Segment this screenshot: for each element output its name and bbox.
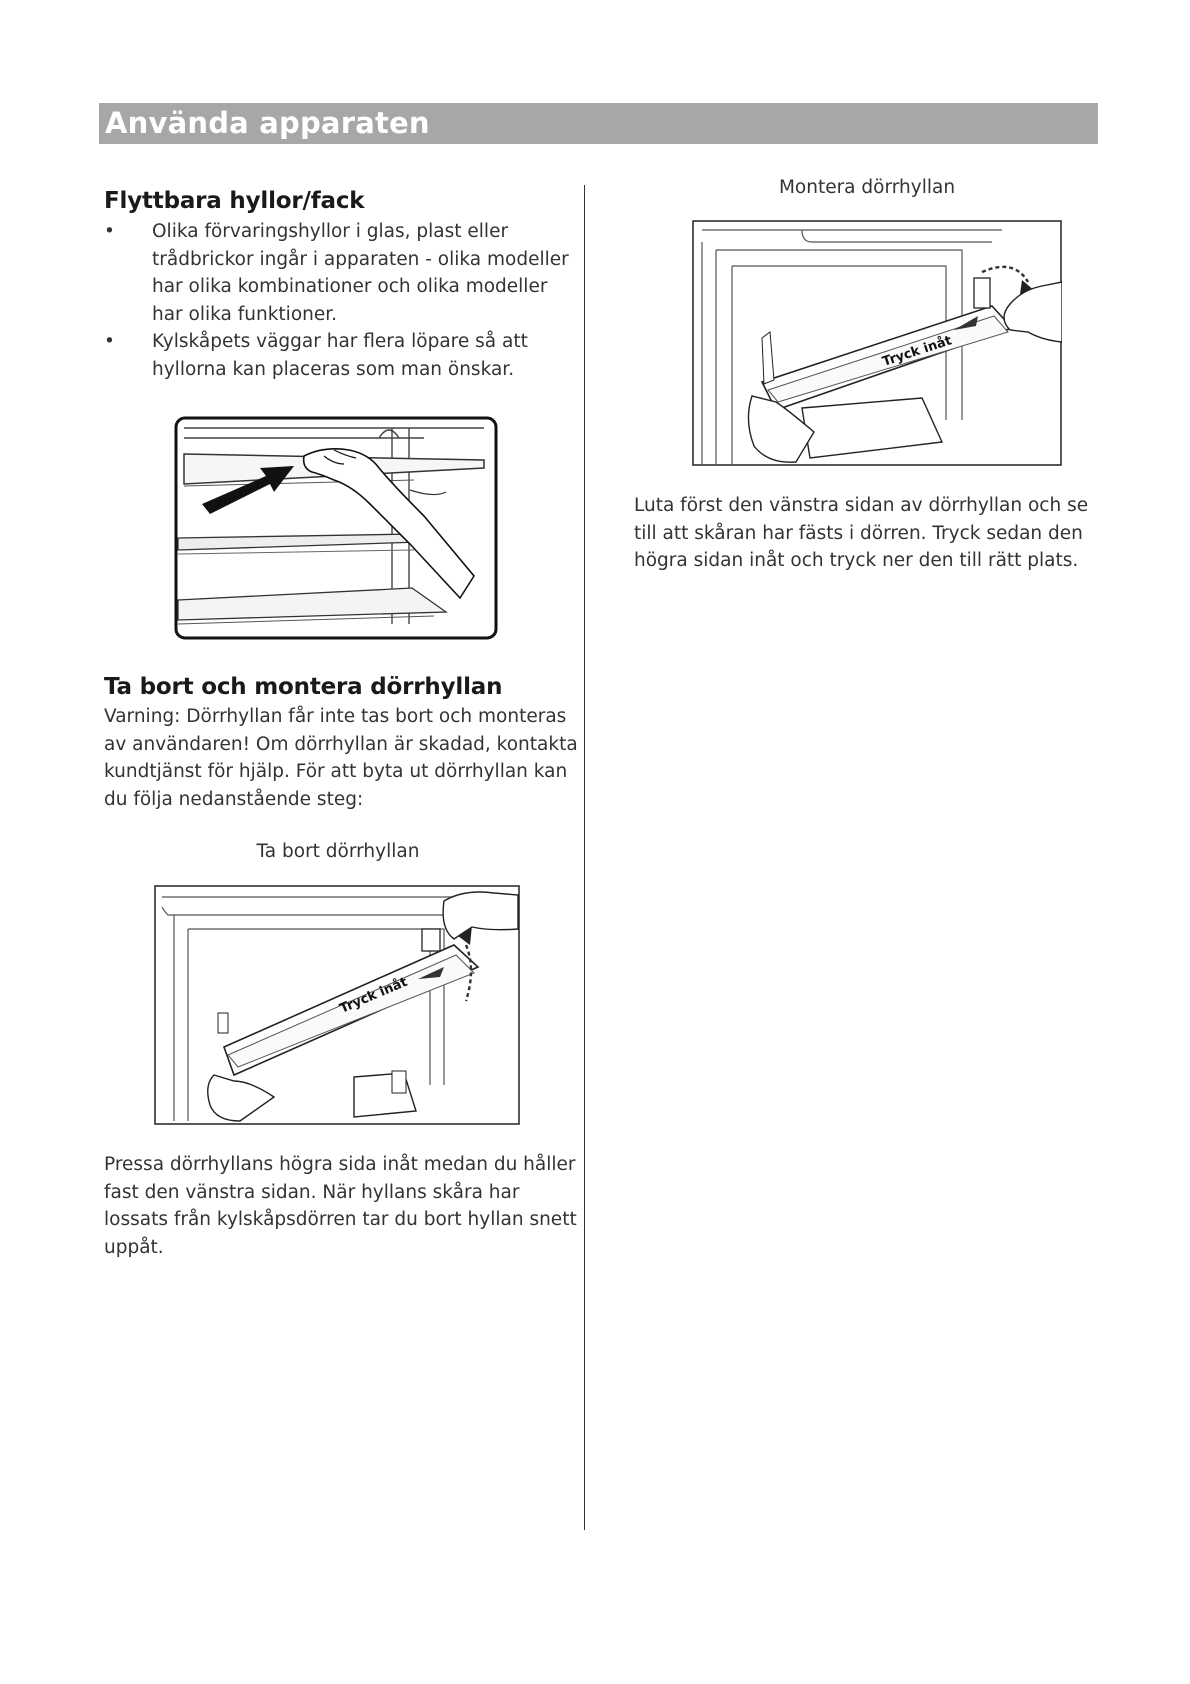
remove-door-shelf-illustration (154, 885, 520, 1125)
bullet-text: Olika förvaringshyllor i glas, plast eller trådbrickor ingår i apparaten - olika modeller har olika kombinationer och olika modeller har olika funktioner. (152, 221, 569, 325)
shelves-bullet-list (104, 218, 574, 383)
bullet-text: Kylskåpets väggar har flera löpare så att hyllorna kan placeras som man önskar. (152, 331, 528, 380)
mount-shelf-paragraph: Luta först den vänstra sidan av dörrhyllan och se till att skåran har fästs i dörren. Tryck sedan den högra sidan inåt och tryck ner den till rätt plats. (634, 495, 1089, 571)
list-item (104, 218, 574, 328)
heading-removable-shelves: Flyttbara hyllor/fack (104, 188, 365, 214)
mount-shelf-caption: Montera dörrhyllan (778, 177, 956, 198)
list-item (104, 328, 574, 383)
push-in-label: Tryck inåt (880, 333, 954, 370)
column-divider (584, 185, 585, 1530)
bullet-marker: • (104, 221, 115, 242)
heading-door-shelf: Ta bort och montera dörrhyllan (104, 674, 503, 700)
remove-shelf-caption: Ta bort dörrhyllan (256, 841, 420, 862)
section-header-bar (99, 103, 1098, 144)
page-title: Använda apparaten (105, 106, 430, 140)
remove-shelf-paragraph: Pressa dörrhyllans högra sida inåt medan du håller fast den vänstra sidan. När hyllans skåra har lossats från kylskåpsdörren tar du bort hyllan snett uppåt. (104, 1154, 577, 1258)
mount-door-shelf-illustration (692, 220, 1062, 466)
bullet-marker: • (104, 331, 115, 352)
warning-paragraph: Varning: Dörrhyllan får inte tas bort och monteras av användaren! Om dörrhyllan är skadad, kontakta kundtjänst för hjälp. För att byta ut dörrhyllan kan du följa nedanstående steg: (104, 706, 578, 810)
push-in-label: Tryck inåt (337, 974, 410, 1017)
shelf-insertion-illustration (174, 416, 498, 640)
